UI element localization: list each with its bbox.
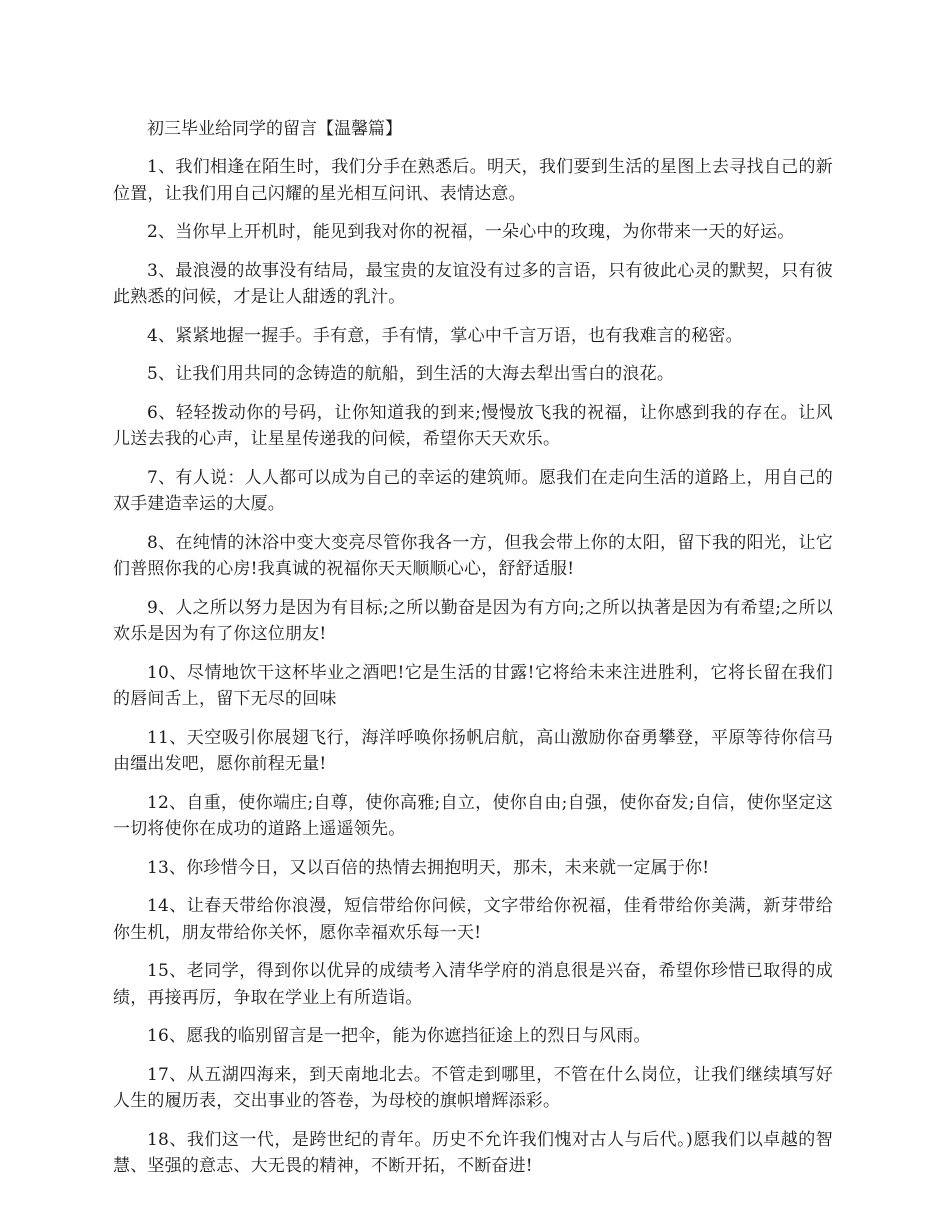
paragraph-15: 15、老同学，得到你以优异的成绩考入清华学府的消息很是兴奋，希望你珍惜已取得的成绩，再接再厉，争取在学业上有所造诣。 <box>113 961 833 1008</box>
paragraph-11: 11、天空吸引你展翅飞行，海洋呼唤你扬帆启航，高山激励你奋勇攀登，平原等待你信马由缰出发吧，愿你前程无量! <box>113 727 833 774</box>
paragraph-17: 17、从五湖四海来，到天南地北去。不管走到哪里，不管在什么岗位，让我们继续填写好人生的履历表，交出事业的答卷，为母校的旗帜增辉添彩。 <box>113 1064 833 1111</box>
paragraph-4: 4、紧紧地握一握手。手有意，手有情，掌心中千言万语，也有我难言的秘密。 <box>147 325 743 346</box>
paragraph-16: 16、愿我的临别留言是一把伞，能为你遮挡征途上的烈日与风雨。 <box>147 1026 651 1046</box>
paragraph-10: 10、尽情地饮干这杯毕业之酒吧!它是生活的甘露!它将给未来注进胜利，它将长留在我们的唇间舌上，留下无尽的回味 <box>113 662 833 709</box>
paragraph-12: 12、自重，使你端庄;自尊，使你高雅;自立，使你自由;自强，使你奋发;自信，使你坚定这一切将使你在成功的道路上遥遥领先。 <box>113 792 833 839</box>
paragraph-1: 1、我们相逢在陌生时，我们分手在熟悉后。明天，我们要到生活的星图上去寻找自己的新位置，让我们用自己闪耀的星光相互问讯、表情达意。 <box>113 157 833 204</box>
paragraph-9: 9、人之所以努力是因为有目标;之所以勤奋是因为有方向;之所以执著是因为有希望;之所以欢乐是因为有了你这位朋友! <box>113 597 833 644</box>
paragraph-14: 14、让春天带给你浪漫，短信带给你问候，文字带给你祝福，佳肴带给你美满，新芽带给你生机，朋友带给你关怀，愿你幸福欢乐每一天! <box>113 896 833 943</box>
paragraph-18: 18、我们这一代，是跨世纪的青年。历史不允许我们愧对古人与后代。)愿我们以卓越的智慧、坚强的意志、大无畏的精神，不断开拓，不断奋进! <box>113 1129 833 1176</box>
paragraph-2: 2、当你早上开机时，能见到我对你的祝福，一朵心中的玫瑰，为你带来一天的好运。 <box>147 222 795 242</box>
paragraph-6: 6、轻轻拨动你的号码，让你知道我的到来;慢慢放飞我的祝福，让你感到我的存在。让风儿送去我的心声，让星星传递我的问候，希望你天天欢乐。 <box>113 402 833 449</box>
paragraph-8: 8、在纯情的沐浴中变大变亮尽管你我各一方，但我会带上你的太阳，留下我的阳光，让它们普照你我的心房!我真诚的祝福你天天顺顺心心，舒舒适服! <box>113 532 833 579</box>
document-title: 初三毕业给同学的留言【温馨篇】 <box>147 119 402 139</box>
paragraph-5: 5、让我们用共同的念铸造的航船，到生活的大海去犁出雪白的浪花。 <box>147 364 675 384</box>
document-page <box>113 114 833 1192</box>
paragraph-3: 3、最浪漫的故事没有结局，最宝贵的友谊没有过多的言语，只有彼此心灵的默契，只有彼此熟悉的问候，才是让人甜透的乳汁。 <box>113 260 833 307</box>
paragraph-7: 7、有人说：人人都可以成为自己的幸运的建筑师。愿我们在走向生活的道路上，用自己的双手建造幸运的大厦。 <box>113 467 833 514</box>
paragraph-13: 13、你珍惜今日，又以百倍的热情去拥抱明天，那未，未来就一定属于你! <box>147 857 710 878</box>
